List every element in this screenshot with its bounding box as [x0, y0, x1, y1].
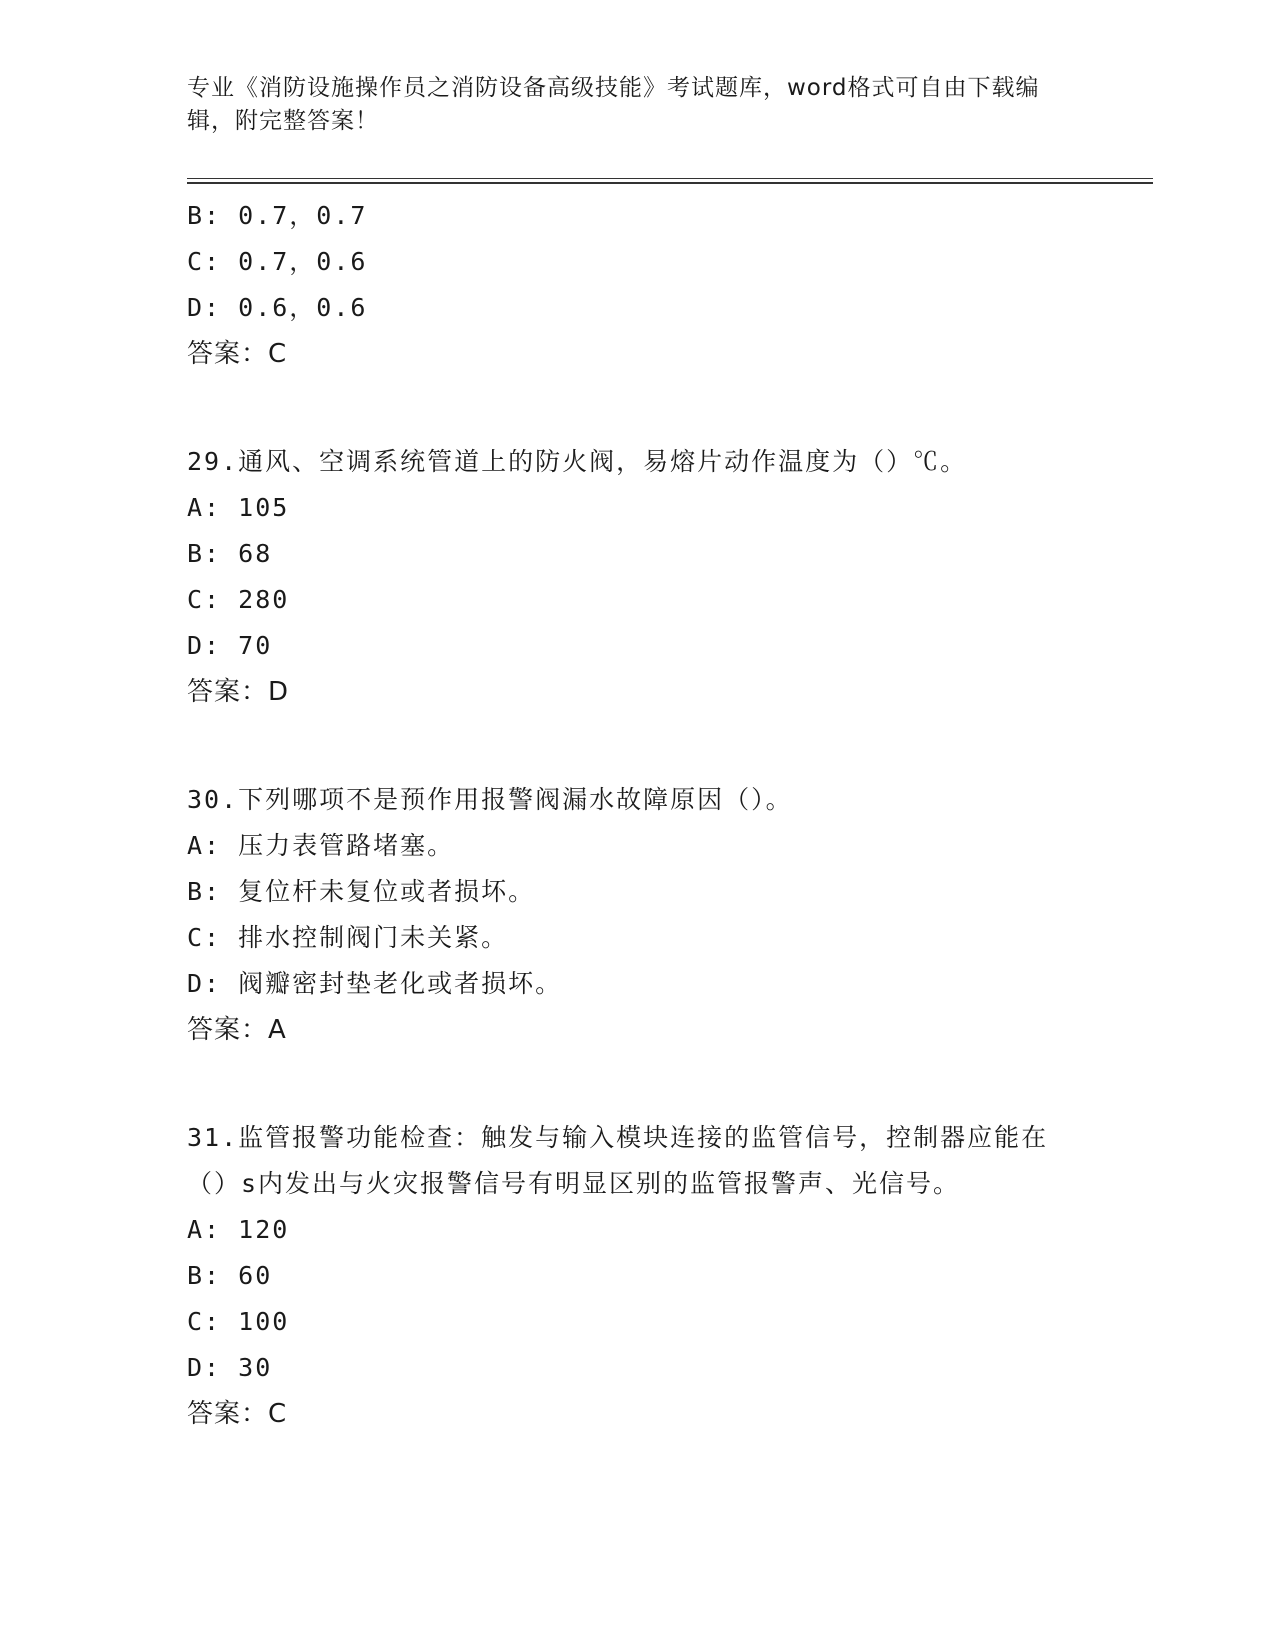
option-a: A: 120: [187, 1215, 290, 1244]
header-rule-thick: [187, 182, 1153, 184]
question-29: [187, 439, 1153, 715]
question-31: [187, 1115, 1153, 1437]
option-d: D: 30: [187, 1353, 273, 1382]
option-b: B: 68: [187, 539, 273, 568]
document-header: 专业《消防设施操作员之消防设备高级技能》考试题库，word格式可自由下载编辑，附完整答案！: [187, 75, 1040, 134]
option-c: C: 0.7，0.6: [187, 247, 368, 276]
question-stem: 29.通风、空调系统管道上的防火阀，易熔片动作温度为（）℃。: [187, 447, 968, 476]
question-stem: 30.下列哪项不是预作用报警阀漏水故障原因（）。: [187, 785, 793, 814]
option-c: C: 排水控制阀门未关紧。: [187, 923, 509, 952]
answer: 答案：D: [187, 677, 290, 707]
header-rule-thin: [187, 178, 1153, 179]
option-a: A: 压力表管路堵塞。: [187, 831, 455, 860]
option-b: B: 0.7，0.7: [187, 201, 368, 230]
option-b: B: 60: [187, 1261, 273, 1290]
question-list: [187, 193, 1153, 1437]
option-d: D: 阀瓣密封垫老化或者损坏。: [187, 969, 563, 998]
option-b: B: 复位杆未复位或者损坏。: [187, 877, 536, 906]
answer: 答案：A: [187, 1015, 287, 1045]
option-c: C: 280: [187, 585, 290, 614]
answer: 答案：C: [187, 339, 288, 369]
option-c: C: 100: [187, 1307, 290, 1336]
question-28-tail: [187, 193, 1153, 377]
option-d: D: 0.6，0.6: [187, 293, 368, 322]
answer: 答案：C: [187, 1399, 288, 1429]
option-a: A: 105: [187, 493, 290, 522]
question-30: [187, 777, 1153, 1053]
question-stem: 31.监管报警功能检查：触发与输入模块连接的监管信号，控制器应能在（）s内发出与火灾报警信号有明显区别的监管报警声、光信号。: [187, 1123, 1049, 1198]
option-d: D: 70: [187, 631, 273, 660]
